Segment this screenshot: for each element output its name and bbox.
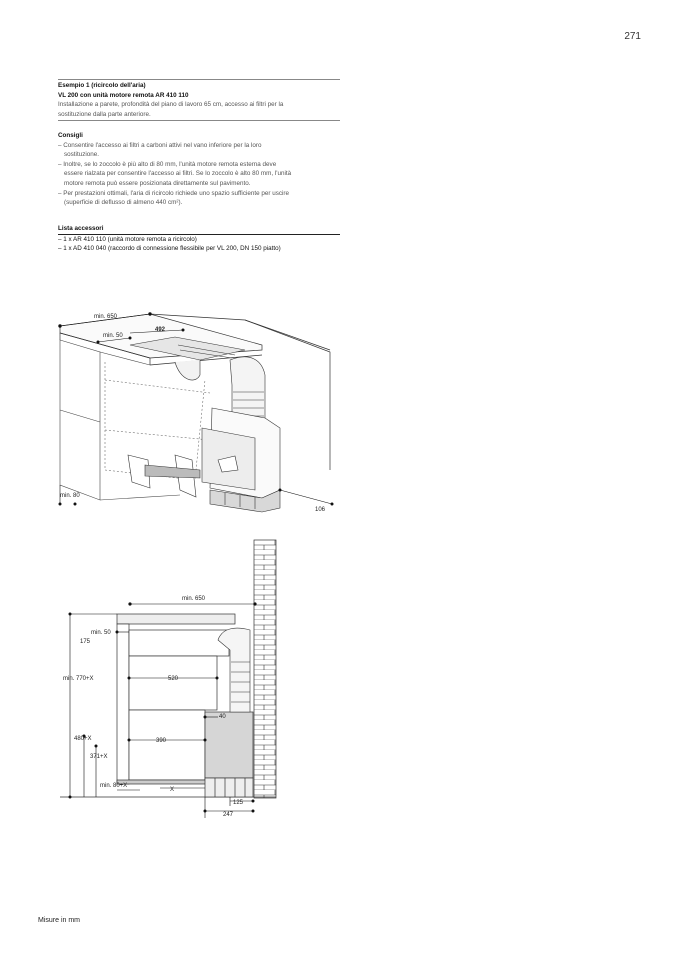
section-dim-min-770x: min. 770+X <box>63 676 94 682</box>
tips-item-line: – Per prestazioni ottimali, l'aria di ricircolo richiede uno spazio sufficiente per uscire <box>58 189 290 197</box>
example-subheading: VL 200 con unità motore remota AR 410 110 <box>58 91 189 99</box>
section-dim-480x: 480+X <box>74 736 92 742</box>
iso-dim-min-650: min. 650 <box>94 314 118 320</box>
iso-dim-106: 106 <box>315 507 326 513</box>
page-number: 271 <box>624 31 641 42</box>
section-motor-unit <box>205 712 253 797</box>
section-dim-40: 40 <box>219 714 226 720</box>
tips-item-line: (superficie di deflusso di almeno 440 cm²). <box>64 199 183 207</box>
tips-item-line: – Consentire l'accesso ai filtri a carboni attivi nel vano inferiore per la loro <box>58 141 262 149</box>
section-duct <box>218 628 250 712</box>
accessory-item: – 1 x AD 410 040 (raccordo di connessione flessibile per VL 200, DN 150 piatto) <box>58 245 281 253</box>
iso-dim-492: 492 <box>155 327 166 333</box>
section-dim-371x: 371+X <box>90 754 108 760</box>
section-dim-x: X <box>170 787 175 793</box>
tips-item-line: – Inoltre, se lo zoccolo è più alto di 80 mm, l'unità motore remota esterna deve <box>58 160 277 168</box>
section-dim-520: 520 <box>168 676 179 682</box>
accessories-heading: Lista accessori <box>58 225 104 232</box>
tips-item-line: motore remota può essere posizionata direttamente sul pavimento. <box>64 179 251 187</box>
example-description-line: sostituzione dalla parte anteriore. <box>58 110 151 118</box>
tips-item-line: essere rialzata per consentire l'accesso ai filtri. Se lo zoccolo è alto 80 mm, l'unità <box>64 170 292 178</box>
section-dim-125: 125 <box>233 800 244 806</box>
section-dim-min-650: min. 650 <box>182 596 206 602</box>
footer-units-note: Misure in mm <box>38 917 81 924</box>
section-dim-247: 247 <box>223 812 234 818</box>
example-description-line: Installazione a parete, profondità del piano di lavoro 65 cm, accesso ai filtri per la <box>58 101 284 109</box>
tips-heading: Consigli <box>58 132 83 139</box>
section-dim-min-50: min. 50 <box>91 630 111 636</box>
brick-wall <box>254 540 276 798</box>
section-dim-175: 175 <box>80 639 91 645</box>
iso-dim-min-80: min. 80 <box>60 493 80 499</box>
accessory-item: – 1 x AR 410 110 (unità motore remota a ricircolo) <box>58 235 197 243</box>
section-dim-390: 390 <box>156 738 167 744</box>
iso-dim-min-50: min. 50 <box>103 333 123 339</box>
section-dim-min-80x: min. 80+X <box>100 783 128 789</box>
example-heading: Esempio 1 (ricircolo dell'aria) <box>58 82 146 89</box>
tips-item-line: sostituzione. <box>64 151 100 159</box>
